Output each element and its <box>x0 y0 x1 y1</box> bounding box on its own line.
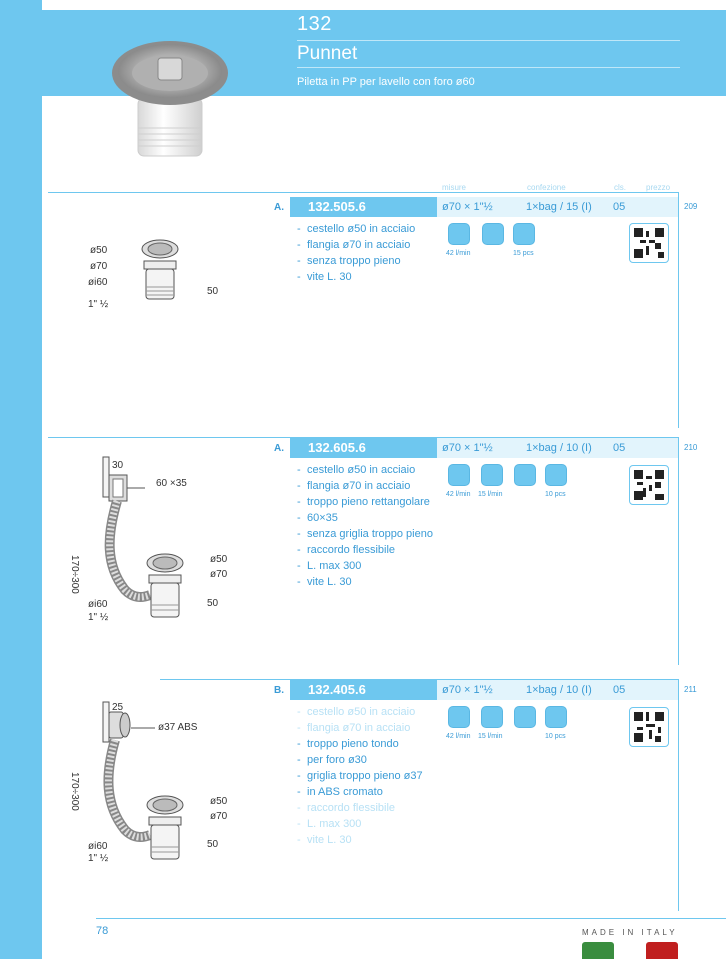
qr-code-icon[interactable] <box>629 465 669 505</box>
dim-flange: ø70 <box>210 811 228 822</box>
dim-height: 50 <box>207 839 219 850</box>
feature-item: - L. max 300 <box>297 816 423 832</box>
feature-item: - cestello ø50 in acciaio <box>297 462 433 478</box>
dim-flange: ø70 <box>210 569 228 580</box>
feature-item: - vite L. 30 <box>297 269 415 285</box>
italian-flag-red <box>646 942 678 959</box>
product-variant-letter: B. <box>274 685 284 696</box>
column-head-misure: misure <box>442 183 467 192</box>
italian-flag-green <box>582 942 614 959</box>
column-head-confezione: confezione <box>527 183 566 192</box>
product-size: ø70 × 1"½ <box>442 442 493 454</box>
stopper-icon <box>514 706 536 728</box>
product-pack: 1×bag / 15 (I) <box>526 201 592 213</box>
overflow-icon <box>481 464 503 486</box>
dim-inner: øi60 <box>88 841 108 852</box>
product-family-description: Piletta in PP per lavello con foro ø60 <box>297 76 475 88</box>
feature-item: - cestello ø50 in acciaio <box>297 704 423 720</box>
product-cls: 05 <box>613 684 626 696</box>
water-flow-icon <box>448 464 470 486</box>
dim-thread: 1" ½ <box>88 612 109 623</box>
product-size: ø70 × 1"½ <box>442 201 493 213</box>
feature-item: - senza troppo pieno <box>297 253 415 269</box>
overflow-rate: 15 l/min <box>478 733 503 740</box>
bag-icon <box>513 223 535 245</box>
footer-divider <box>96 918 726 919</box>
qr-code-icon[interactable] <box>629 707 669 747</box>
product-page-ref: 211 <box>684 685 697 694</box>
left-sidebar-band <box>0 0 42 959</box>
section-vertical-line <box>678 192 679 428</box>
feature-item: - in ABS cromato <box>297 784 423 800</box>
product-cls: 05 <box>613 442 626 454</box>
header-divider <box>297 67 680 68</box>
section-divider <box>48 192 678 193</box>
feature-item: - flangia ø70 in acciaio <box>297 237 415 253</box>
water-flow-icon <box>448 706 470 728</box>
flow-rate: 42 l/min <box>446 250 471 257</box>
dim-length: 170÷300 <box>69 555 80 594</box>
product-variant-letter: A. <box>274 443 284 454</box>
dim-thread: 1" ½ <box>88 853 109 864</box>
dim-top: 25 <box>112 702 124 713</box>
dim-length: 170÷300 <box>69 772 80 811</box>
feature-item: - flangia ø70 in acciaio <box>297 720 423 736</box>
feature-list <box>297 462 433 590</box>
section-vertical-line <box>678 437 679 665</box>
feature-item: - raccordo flessibile <box>297 800 423 816</box>
product-variant-letter: A. <box>274 202 284 213</box>
stopper-icon <box>514 464 536 486</box>
feature-list <box>297 704 423 848</box>
product-family-code: 132 <box>297 13 332 35</box>
technical-diagram <box>130 235 210 315</box>
feature-list <box>297 221 415 285</box>
dim-basket: ø50 <box>210 796 228 807</box>
product-code: 132.605.6 <box>290 438 437 458</box>
dim-inner: øi60 <box>88 599 108 610</box>
page-number: 78 <box>96 925 109 937</box>
bag-icon <box>545 706 567 728</box>
pieces-count: 15 pcs <box>513 250 534 257</box>
dim-rect: 60 ×35 <box>156 478 187 489</box>
technical-diagram <box>95 455 215 630</box>
dim-height: 50 <box>207 286 219 297</box>
feature-item: - L. max 300 <box>297 558 433 574</box>
column-head-cls: cls. <box>614 183 626 192</box>
feature-item: - troppo pieno rettangolare <box>297 494 433 510</box>
stopper-icon <box>482 223 504 245</box>
flow-rate: 42 l/min <box>446 733 471 740</box>
qr-code-icon[interactable] <box>629 223 669 263</box>
dim-height: 50 <box>207 598 219 609</box>
dim-abs: ø37 ABS <box>158 722 198 733</box>
made-in-italy-label: MADE IN ITALY <box>582 928 678 937</box>
product-page-ref: 209 <box>684 202 698 211</box>
feature-item: - per foro ø30 <box>297 752 423 768</box>
dim-top: 30 <box>112 460 124 471</box>
overflow-rate: 15 l/min <box>478 491 503 498</box>
feature-item: - vite L. 30 <box>297 832 423 848</box>
column-head-prezzo: prezzo <box>646 183 671 192</box>
dim-thread: 1" ½ <box>88 299 109 310</box>
product-family-name: Punnet <box>297 43 358 64</box>
pieces-count: 10 pcs <box>545 733 566 740</box>
feature-item: - griglia troppo pieno ø37 <box>297 768 423 784</box>
product-cls: 05 <box>613 201 626 213</box>
product-photo <box>100 28 240 168</box>
feature-item: - flangia ø70 in acciaio <box>297 478 433 494</box>
product-pack: 1×bag / 10 (I) <box>526 442 592 454</box>
pieces-count: 10 pcs <box>545 491 566 498</box>
dim-flange: ø70 <box>90 261 108 272</box>
feature-item: - senza griglia troppo pieno <box>297 526 433 542</box>
feature-item: - raccordo flessibile <box>297 542 433 558</box>
product-code: 132.505.6 <box>290 197 437 217</box>
header-divider <box>297 40 680 41</box>
section-vertical-line <box>678 679 679 911</box>
bag-icon <box>545 464 567 486</box>
product-code: 132.405.6 <box>290 680 437 700</box>
dim-basket: ø50 <box>210 554 228 565</box>
feature-item: - vite L. 30 <box>297 574 433 590</box>
dim-inner: øi60 <box>88 277 108 288</box>
feature-item: - cestello ø50 in acciaio <box>297 221 415 237</box>
water-flow-icon <box>448 223 470 245</box>
product-pack: 1×bag / 10 (I) <box>526 684 592 696</box>
flow-rate: 42 l/min <box>446 491 471 498</box>
product-size: ø70 × 1"½ <box>442 684 493 696</box>
feature-item: - troppo pieno tondo <box>297 736 423 752</box>
feature-item: - 60×35 <box>297 510 433 526</box>
product-page-ref: 210 <box>684 443 698 452</box>
overflow-icon <box>481 706 503 728</box>
dim-basket: ø50 <box>90 245 108 256</box>
